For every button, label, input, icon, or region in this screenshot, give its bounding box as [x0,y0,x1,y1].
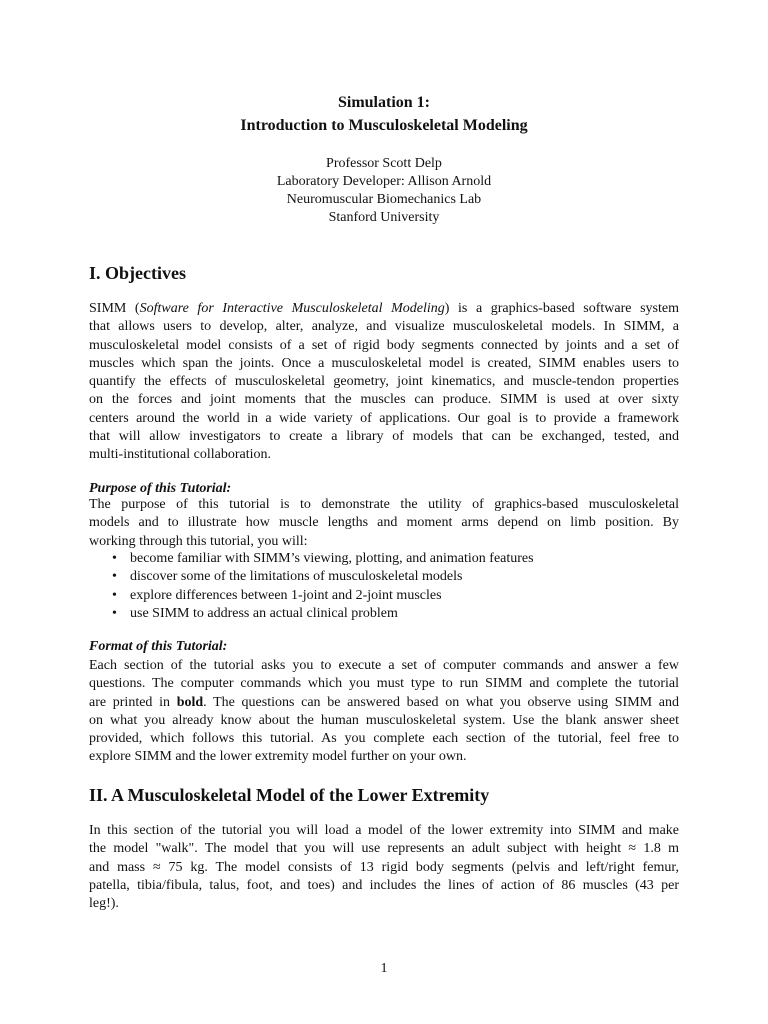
list-item: • become familiar with SIMM’s viewing, plotting, and animation features [112,550,534,568]
paragraph-line: on the forces and joint moments that the muscles can produce. SIMM is used at over sixty [89,392,679,408]
paragraph-line: The purpose of this tutorial is to demonstrate the utility of graphics-based musculoskeletal [89,497,679,512]
university: Stanford University [328,210,440,225]
lab-name: Neuromuscular Biomechanics Lab [286,192,482,207]
paragraph-line: models and to illustrate how muscle lengths and moment arms depend on limb position. By [89,515,679,531]
document-title-line1: Simulation 1: [337,94,430,111]
section-heading-objectives: I. Objectives [89,263,186,283]
section-heading-lower-extremity: II. A Musculoskeletal Model of the Lower Extremity [89,785,490,805]
paragraph-line: SIMM (Software for Interactive Musculoskeletal Modeling) is a graphics-based software system [89,301,679,316]
paragraph-line: quantify the effects of musculoskeletal geometry, joint kinematics, and muscle-tendon properties [89,374,679,390]
list-item: • use SIMM to address an actual clinical problem [112,605,534,623]
bullet-icon: • [112,587,117,603]
format-heading: Format of this Tutorial: [89,639,228,654]
format-paragraph [89,657,679,767]
bullet-icon: • [112,551,117,566]
paragraph-line: leg!). [89,896,119,912]
list-item: • explore differences between 1-joint and 2-joint muscles [112,587,534,605]
paragraph-line: that allows users to develop, alter, analyze, and visualize musculoskeletal models. In SIMM, a [89,319,679,335]
purpose-heading: Purpose of this Tutorial: [89,481,232,496]
purpose-bullet-list [112,550,534,623]
objectives-paragraph [89,300,679,465]
paragraph-line: working through this tutorial, you will: [89,533,308,549]
purpose-paragraph [89,496,679,551]
paragraph-line: patella, tibia/fibula, talus, foot, and toes) and includes the lines of action of 86 muscles (43 per [89,877,679,893]
paragraph-line: questions. The computer commands which you must type to run SIMM and complete the tutorial [89,676,679,692]
paragraph-line: provided, which follows this tutorial. As you complete each section of the tutorial, feel free to [89,731,679,747]
paragraph-line: muscles which span the joints. Once a musculoskeletal model is created, SIMM enables users to [89,355,679,371]
list-item: • discover some of the limitations of musculoskeletal models [112,568,534,586]
page-number: 1 [380,961,388,976]
document-title-line2: Introduction to Musculoskeletal Modeling [240,117,528,134]
paragraph-line: the model "walk". The model that you will use represents an adult subject with height ≈ 1.8 m [89,841,679,857]
paragraph-line: multi-institutional collaboration. [89,447,271,463]
paragraph-line: In this section of the tutorial you will load a model of the lower extremity into SIMM and make [89,823,679,838]
bullet-icon: • [112,605,117,621]
lower-extremity-paragraph [89,822,679,913]
bullet-icon: • [112,569,117,585]
paragraph-line: and mass ≈ 75 kg. The model consists of 13 rigid body segments (pelvis and left/right femur, [89,859,679,875]
lab-developer: Laboratory Developer: Allison Arnold [276,174,492,189]
paragraph-line: musculoskeletal model consists of a set of rigid body segments connected by joints and a set of [89,337,679,353]
paragraph-line: Each section of the tutorial asks you to execute a set of computer commands and answer a few [89,658,679,673]
paragraph-line: on what you already know about the human musculoskeletal system. Use the blank answer sheet [89,712,679,728]
paragraph-line: explore SIMM and the lower extremity model further on your own. [89,749,467,765]
paragraph-line: centers around the world in a wide variety of applications. Our goal is to provide a framework [89,410,679,426]
paragraph-line: are printed in bold. The questions can be answered based on what you observe using SIMM and [89,694,680,710]
paragraph-line: that will allow investigators to create a library of models that can be exchanged, tested, and [89,429,679,445]
author-name: Professor Scott Delp [326,156,442,171]
